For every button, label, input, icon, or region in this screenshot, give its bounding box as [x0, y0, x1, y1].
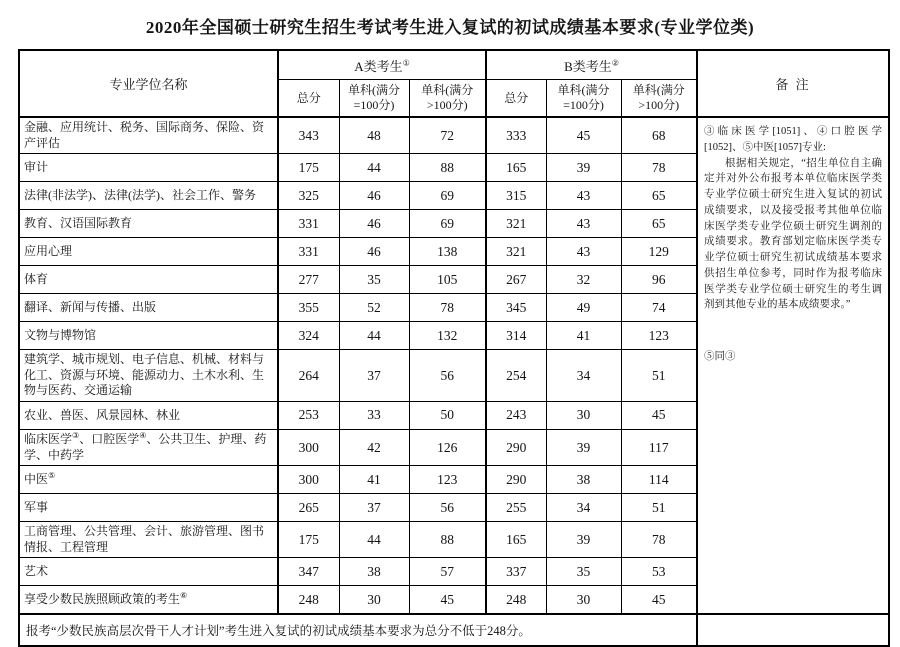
score-cell: 33 [339, 401, 409, 429]
footer-note: 报考“少数民族高层次骨干人才计划”考生进入复试的初试成绩基本要求为总分不低于248分。 [19, 614, 697, 646]
score-cell: 253 [278, 401, 339, 429]
col-header-b-single-eq100: 单科(满分=100分) [546, 80, 621, 118]
score-cell: 57 [409, 558, 486, 586]
score-cell: 165 [486, 154, 546, 182]
score-cell: 34 [546, 350, 621, 402]
degree-name-cell: 体育 [19, 266, 278, 294]
footer-row [19, 614, 889, 646]
score-cell: 45 [621, 586, 697, 615]
degree-name-cell: 工商管理、公共管理、会计、旅游管理、图书情报、工程管理 [19, 522, 278, 558]
degree-name-cell: 建筑学、城市规划、电子信息、机械、材料与化工、资源与环境、能源动力、土木水利、生物与医药、交通运输 [19, 350, 278, 402]
score-cell: 331 [278, 210, 339, 238]
score-cell: 45 [546, 117, 621, 154]
remarks-note-footnote: ⑤同③ [704, 351, 736, 362]
degree-name-cell: 金融、应用统计、税务、国际商务、保险、资产评估 [19, 117, 278, 154]
degree-name-cell: 法律(非法学)、法律(法学)、社会工作、警务 [19, 182, 278, 210]
header-group-row [19, 50, 889, 80]
score-cell: 325 [278, 182, 339, 210]
score-cell: 44 [339, 322, 409, 350]
document-title: 2020年全国硕士研究生招生考试考生进入复试的初试成绩基本要求(专业学位类) [145, 18, 755, 37]
degree-name-cell: 应用心理 [19, 238, 278, 266]
score-cell: 30 [339, 586, 409, 615]
col-header-degree-name: 专业学位名称 [19, 50, 278, 117]
score-cell: 88 [409, 154, 486, 182]
score-cell: 35 [339, 266, 409, 294]
score-cell: 42 [339, 429, 409, 465]
score-cell: 321 [486, 210, 546, 238]
score-cell: 39 [546, 522, 621, 558]
col-header-group-b [486, 50, 697, 80]
score-cell: 78 [409, 294, 486, 322]
score-cell: 65 [621, 182, 697, 210]
score-cell: 138 [409, 238, 486, 266]
score-cell: 44 [339, 522, 409, 558]
score-cell: 290 [486, 466, 546, 494]
score-cell: 331 [278, 238, 339, 266]
score-cell: 39 [546, 429, 621, 465]
remarks-note-heading: ③临床医学[1051]、④口腔医学[1052]、⑤中医[1057]专业: [704, 126, 883, 153]
score-requirements-table [18, 49, 890, 647]
score-cell: 265 [278, 494, 339, 522]
score-cell: 43 [546, 210, 621, 238]
score-cell: 38 [546, 466, 621, 494]
score-cell: 39 [546, 154, 621, 182]
score-cell: 74 [621, 294, 697, 322]
score-cell: 45 [621, 401, 697, 429]
score-cell: 32 [546, 266, 621, 294]
score-cell: 254 [486, 350, 546, 402]
col-header-b-single-gt100: 单科(满分>100分) [621, 80, 697, 118]
score-cell: 175 [278, 522, 339, 558]
score-cell: 277 [278, 266, 339, 294]
col-header-remarks: 备 注 [697, 50, 889, 117]
score-cell: 267 [486, 266, 546, 294]
score-cell: 337 [486, 558, 546, 586]
score-cell: 56 [409, 350, 486, 402]
score-cell: 56 [409, 494, 486, 522]
score-cell: 114 [621, 466, 697, 494]
score-cell: 50 [409, 401, 486, 429]
score-cell: 117 [621, 429, 697, 465]
col-header-a-single-eq100: 单科(满分=100分) [339, 80, 409, 118]
score-cell: 37 [339, 494, 409, 522]
score-cell: 38 [339, 558, 409, 586]
footnote-sup-a: ① [402, 58, 410, 68]
score-cell: 88 [409, 522, 486, 558]
score-cell: 78 [621, 522, 697, 558]
score-cell: 165 [486, 522, 546, 558]
score-cell: 105 [409, 266, 486, 294]
footnote-sup-b: ② [611, 58, 619, 68]
score-cell: 65 [621, 210, 697, 238]
score-cell: 314 [486, 322, 546, 350]
score-cell: 300 [278, 429, 339, 465]
score-cell: 69 [409, 210, 486, 238]
degree-name-cell: 文物与博物馆 [19, 322, 278, 350]
score-cell: 132 [409, 322, 486, 350]
score-cell: 30 [546, 401, 621, 429]
score-cell: 264 [278, 350, 339, 402]
score-cell: 51 [621, 350, 697, 402]
score-cell: 123 [621, 322, 697, 350]
score-cell: 175 [278, 154, 339, 182]
col-header-group-a [278, 50, 486, 80]
remarks-note-paragraph: 根据相关规定，“招生单位自主确定并对外公布报考本单位临床医学类专业学位硕士研究生进入复试的初试成绩要求，以及接受报考其他单位临床医学类专业学位硕士研究生调剂的成绩要求。教育部划定临床医学类专业学位硕士研究生初试成绩基本要求供招生单位参考，同时作为报考临床医学类专业学位硕士研究生的考生调剂到其他专业的基本成绩要求。” [704, 157, 883, 311]
degree-name-cell: 审计 [19, 154, 278, 182]
score-cell: 72 [409, 117, 486, 154]
group-b-label: B类考生 [564, 58, 612, 74]
score-cell: 96 [621, 266, 697, 294]
col-header-a-total: 总分 [278, 80, 339, 118]
score-cell: 34 [546, 494, 621, 522]
score-cell: 35 [546, 558, 621, 586]
table-body [19, 117, 889, 614]
col-header-b-total: 总分 [486, 80, 546, 118]
score-cell: 123 [409, 466, 486, 494]
score-cell: 48 [339, 117, 409, 154]
score-cell: 255 [486, 494, 546, 522]
score-cell: 290 [486, 429, 546, 465]
score-cell: 324 [278, 322, 339, 350]
degree-name-cell: 教育、汉语国际教育 [19, 210, 278, 238]
score-cell: 343 [278, 117, 339, 154]
score-cell: 321 [486, 238, 546, 266]
score-cell: 44 [339, 154, 409, 182]
score-cell: 30 [546, 586, 621, 615]
remarks-cell [697, 117, 889, 614]
score-cell: 46 [339, 182, 409, 210]
score-cell: 243 [486, 401, 546, 429]
col-header-a-single-gt100: 单科(满分>100分) [409, 80, 486, 118]
score-cell: 43 [546, 238, 621, 266]
score-cell: 129 [621, 238, 697, 266]
degree-name-cell: 中医⑤ [19, 466, 278, 494]
score-cell: 248 [486, 586, 546, 615]
table-row [19, 117, 889, 154]
degree-name-cell: 临床医学③、口腔医学④、公共卫生、护理、药学、中药学 [19, 429, 278, 465]
score-cell: 53 [621, 558, 697, 586]
score-cell: 345 [486, 294, 546, 322]
score-cell: 248 [278, 586, 339, 615]
degree-name-cell: 农业、兽医、风景园林、林业 [19, 401, 278, 429]
score-cell: 68 [621, 117, 697, 154]
score-cell: 46 [339, 210, 409, 238]
score-cell: 347 [278, 558, 339, 586]
score-cell: 49 [546, 294, 621, 322]
score-cell: 45 [409, 586, 486, 615]
score-cell: 41 [339, 466, 409, 494]
score-cell: 333 [486, 117, 546, 154]
score-cell: 69 [409, 182, 486, 210]
score-cell: 51 [621, 494, 697, 522]
score-cell: 355 [278, 294, 339, 322]
score-cell: 78 [621, 154, 697, 182]
score-cell: 300 [278, 466, 339, 494]
score-cell: 52 [339, 294, 409, 322]
score-cell: 41 [546, 322, 621, 350]
degree-name-cell: 军事 [19, 494, 278, 522]
degree-name-cell: 享受少数民族照顾政策的考生⑥ [19, 586, 278, 615]
footer-remarks-empty [697, 614, 889, 646]
score-cell: 37 [339, 350, 409, 402]
score-cell: 315 [486, 182, 546, 210]
score-cell: 43 [546, 182, 621, 210]
group-a-label: A类考生 [354, 58, 403, 74]
degree-name-cell: 翻译、新闻与传播、出版 [19, 294, 278, 322]
score-cell: 126 [409, 429, 486, 465]
score-cell: 46 [339, 238, 409, 266]
degree-name-cell: 艺术 [19, 558, 278, 586]
